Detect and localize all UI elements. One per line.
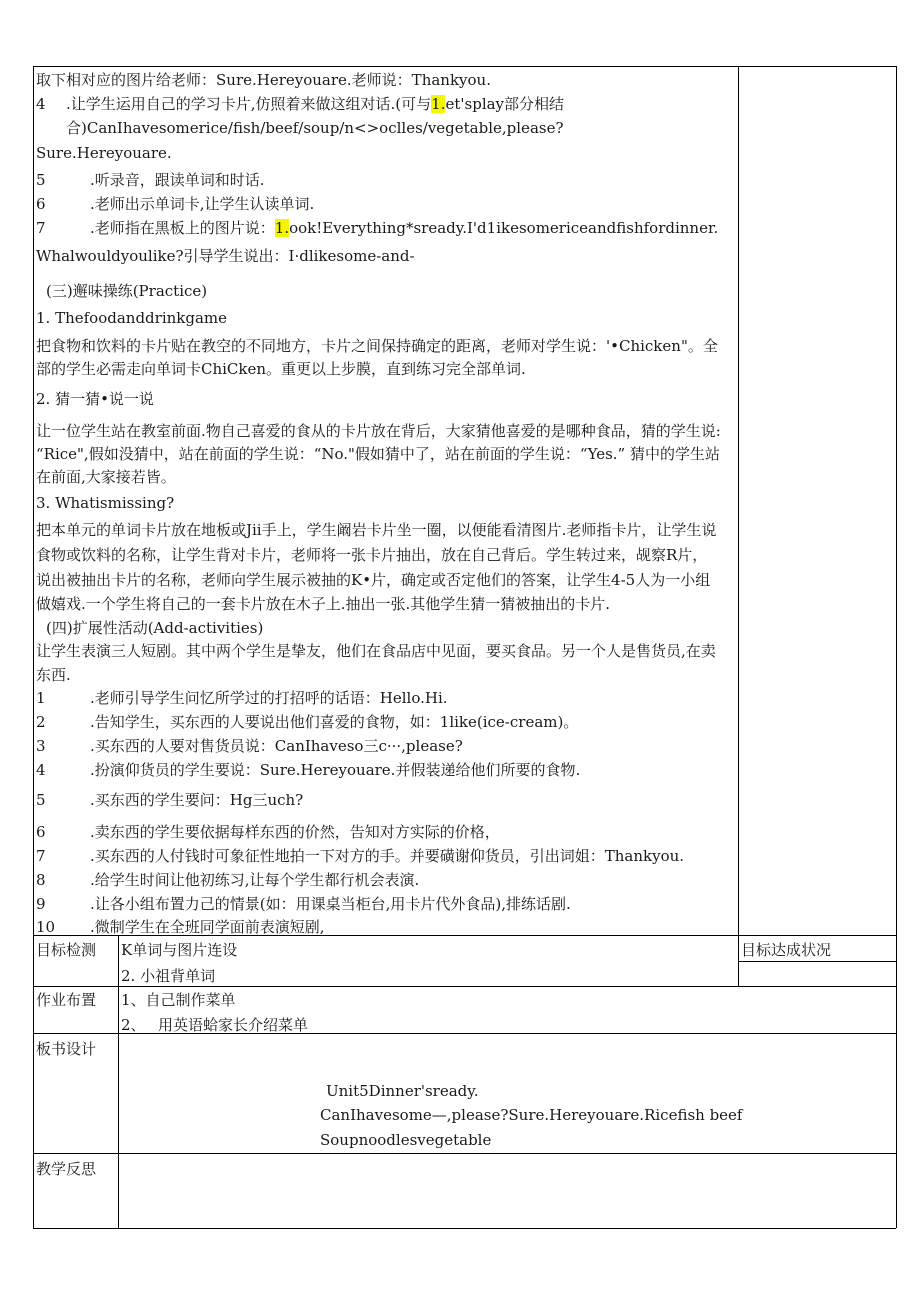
list-item: .让各小组布置力己的情景(如：用课桌当柜台,用卡片代外食品),排练话剧. bbox=[90, 895, 571, 913]
row-content: 1、自己制作菜单 bbox=[121, 991, 236, 1009]
list-item-number: 5 bbox=[36, 791, 46, 809]
activity-heading: 3. Whatismissing? bbox=[36, 494, 175, 512]
procedure-line: .让学生运用自己的学习卡片,仿照着来做这组对话.(可与1.et'splay部分相结 bbox=[66, 95, 565, 113]
list-item: .卖东西的学生要依据每样东西的价然，告知对方实际的价格， bbox=[90, 823, 500, 841]
procedure-line: 食物或饮料的名称，让学生背对卡片，老师将一张卡片抽出，放在自己背后。学生转过来，觇察R片， bbox=[36, 546, 708, 564]
row-label: 目标达成状况 bbox=[741, 941, 832, 959]
procedure-line: 把食物和饮料的卡片贴在教空的不同地方，卡片之间保持确定的距离，老师对学生说：'•Chicken"。全 bbox=[36, 337, 718, 355]
list-item-number: 1 bbox=[36, 689, 46, 707]
procedure-line: 取下相对应的图片给老师：Sure.Hereyouare.老师说：Thankyou. bbox=[36, 71, 491, 89]
row-label: 目标检测 bbox=[36, 941, 97, 959]
procedure-line: 做嬉戏.一个学生将自己的一套卡片放在木子上.抽出一张.其他学生猜一猜被抽出的卡片. bbox=[36, 595, 611, 613]
list-item-number: 7 bbox=[36, 847, 46, 865]
list-item-number: 10 bbox=[36, 918, 56, 934]
list-item-number: 8 bbox=[36, 871, 46, 889]
board-line: Unit5Dinner'sready. bbox=[326, 1082, 479, 1100]
list-item-number: 2 bbox=[36, 713, 46, 731]
row-content: 用英语蛤家长介绍菜单 bbox=[158, 1016, 309, 1032]
step-number: 7 bbox=[36, 219, 46, 237]
step-number: 4 bbox=[36, 95, 46, 113]
procedure-line: Whalwouldyoulike?引导学生说出：I·dlikesome-and- bbox=[36, 247, 415, 265]
board-line: Soupnoodlesvegetable bbox=[320, 1131, 492, 1149]
activity-heading: 2. 猜一猜•说一说 bbox=[36, 390, 154, 408]
activity-heading: 1. Thefoodanddrinkgame bbox=[36, 309, 228, 327]
section-heading: (三)邂味操练(Practice) bbox=[46, 282, 208, 300]
procedure-line: 把本单元的单词卡片放在地板或Jii手上，学生阚岩卡片坐一圈，以便能看清图片.老师指卡片，让学生说 bbox=[36, 521, 717, 539]
list-item: .买东西的人要对售货员说：CanIhaveso三c···,please? bbox=[90, 737, 463, 755]
row-label: 板书设计 bbox=[36, 1040, 97, 1058]
procedure-line: .老师出示单词卡,让学生认读单词. bbox=[90, 195, 315, 213]
board-line: CanIhavesome—,please?Sure.Hereyouare.Ricefish beef bbox=[320, 1106, 743, 1124]
procedure-line: .老师指在黑板上的图片说：1.ook!Everything*sready.I'd1ikesomericeandfishfordinner. bbox=[90, 219, 719, 237]
procedure-line: Sure.Hereyouare. bbox=[36, 144, 172, 162]
list-item: .买东西的人付钱时可象征性地拍一下对方的手。并要磺谢仰货员，引出词姐：Thankyou. bbox=[90, 847, 685, 865]
row-content: 2. 小祖背单词 bbox=[121, 967, 216, 985]
procedure-line: 说出被抽出卡片的名称，老师向学生展示被抽的K•片，确定或否定他们的答案，让学生4-5人为一小组 bbox=[36, 571, 711, 589]
highlight: 1. bbox=[431, 95, 446, 113]
list-item-number: 6 bbox=[36, 823, 46, 841]
procedure-line: “Rice",假如没猜中，站在前面的学生说：“No."假如猜中了，站在前面的学生说：“Yes.” 猜中的学生站 bbox=[36, 445, 720, 463]
procedure-line: 东西. bbox=[36, 666, 71, 684]
list-item-number: 4 bbox=[36, 761, 46, 779]
list-item: .买东西的学生要问：Hg三uch? bbox=[90, 791, 304, 809]
procedure-line: 让一位学生站在教室前面.物自己喜爱的食从的卡片放在背后，大家猜他喜爱的是哪种食品，猜的学生说: bbox=[36, 422, 721, 440]
procedure-line: 部的学生必需走向单词卡ChiCken。重更以上步膜，直到练习完全部单词. bbox=[36, 360, 526, 378]
row-label: 作业布置 bbox=[36, 991, 97, 1009]
list-item-number: 9 bbox=[36, 895, 46, 913]
procedure-line: 合)CanIhavesomerice/fish/beef/soup/n<>oclles/vegetable,please? bbox=[66, 119, 564, 137]
procedure-line: .听录音，跟读单词和时话. bbox=[90, 171, 265, 189]
list-item: .微制学生在全班同学面前表演短剧, bbox=[90, 918, 325, 934]
step-number: 6 bbox=[36, 195, 46, 213]
list-item-number: 3 bbox=[36, 737, 46, 755]
list-item: .告知学生，买东西的人要说出他们喜爱的食物，如：1like(ice-cream)。 bbox=[90, 713, 579, 731]
highlight: 1. bbox=[274, 219, 290, 237]
row-label: 教学反思 bbox=[36, 1160, 97, 1178]
row-content: K单词与图片连设 bbox=[121, 941, 238, 959]
list-item: .给学生时间让他初练习,让每个学生都行机会表演. bbox=[90, 871, 420, 889]
row-content-number: 2、 bbox=[121, 1016, 146, 1032]
procedure-line: 在前面,大家接若皆。 bbox=[36, 468, 176, 486]
step-number: 5 bbox=[36, 171, 46, 189]
procedure-line: 让学生表演三人短剧。其中两个学生是挚友，他们在食品店中见面，要买食品。另一个人是售货员,在卖 bbox=[36, 642, 716, 660]
list-item: .扮演仰货员的学生要说：Sure.Hereyouare.并假装递给他们所要的食物. bbox=[90, 761, 581, 779]
section-heading: (四)扩展性活动(Add-activities) bbox=[46, 619, 264, 637]
list-item: .老师引导学生问忆所学过的打招呼的话语：Hello.Hi. bbox=[90, 689, 448, 707]
